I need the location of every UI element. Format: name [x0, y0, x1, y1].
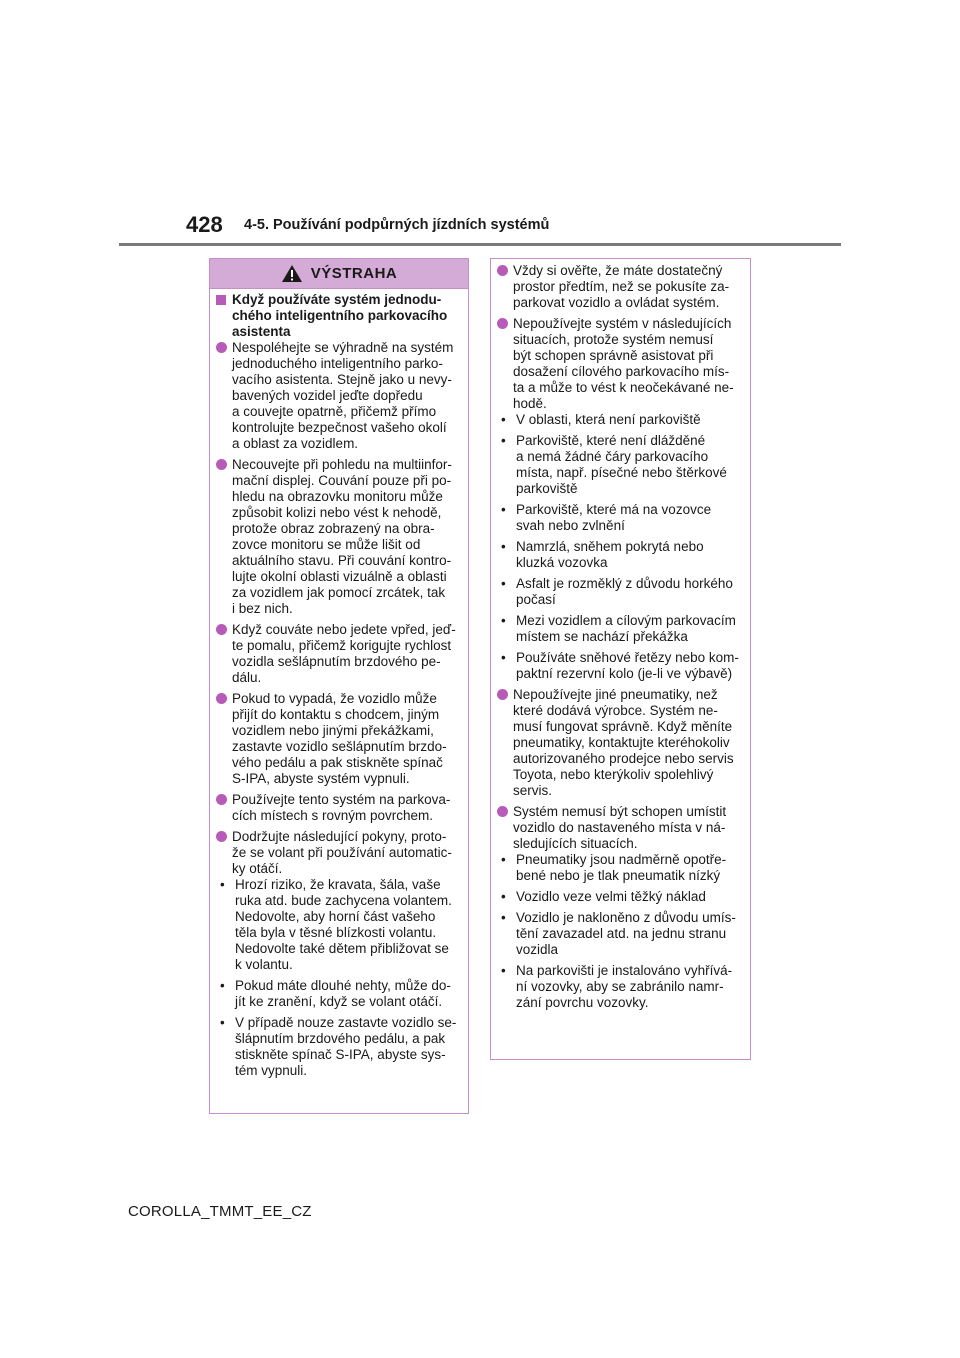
sub-item	[497, 502, 746, 534]
item-tires	[497, 687, 746, 799]
item-line: dosažení cílového parkovacího mís-	[513, 364, 730, 379]
item-line: dálu.	[232, 670, 262, 685]
sub-item-line: a nemá žádné čáry parkovacího	[516, 449, 709, 464]
page-number: 428	[186, 212, 223, 237]
item-line: i bez nich.	[232, 601, 293, 616]
sub-item-line: ní vozovky, aby se zabránilo namr-	[516, 979, 724, 994]
bullet-mark: •	[501, 613, 506, 628]
sub-item-line: zání povrchu vozovky.	[516, 995, 649, 1010]
sub-item-line: Vozidlo je nakloněno z důvodu umís-	[516, 910, 736, 925]
item-line: cích místech s rovným povrchem.	[232, 808, 434, 823]
sub-item	[497, 613, 746, 645]
warning-triangle-icon	[281, 264, 303, 283]
sub-item-line: těla byla v těsné blízkosti volantu.	[235, 925, 437, 940]
header-rule	[119, 243, 841, 246]
sub-item	[497, 412, 746, 428]
item-line: parkovat vozidlo a ovládat systém.	[513, 295, 720, 310]
item-line: Používejte tento systém na parkova-	[232, 792, 451, 807]
bullet-mark: •	[501, 889, 506, 904]
sub-item-line: svah nebo zvlnění	[516, 518, 625, 533]
sub-item-line: Namrzlá, sněhem pokrytá nebo	[516, 539, 704, 554]
item-line: hodě.	[513, 396, 547, 411]
section-heading	[216, 292, 464, 340]
list-item	[216, 829, 464, 877]
sub-item-line: V oblasti, která není parkoviště	[516, 412, 701, 427]
sub-item-line: Asfalt je rozměklý z důvodu horkého	[516, 576, 733, 591]
item-line: že se volant při používání automatic-	[232, 845, 452, 860]
warning-title: VÝSTRAHA	[310, 265, 398, 282]
item-line: S-IPA, abyste systém vypnuli.	[232, 771, 410, 786]
sub-item	[497, 852, 746, 884]
item-line: protože obraz zobrazený na obra-	[232, 521, 435, 536]
sub-item	[216, 1015, 464, 1079]
item-line: zovce monitoru se může lišit od	[232, 537, 421, 552]
chapter-title: 4-5. Používání podpůrných jízdních systémů	[244, 217, 550, 233]
item-line: Dodržujte následující pokyny, proto-	[232, 829, 447, 844]
item-line: přijít do kontaktu s chodcem, jiným	[232, 707, 440, 722]
bullet-mark: •	[501, 576, 506, 591]
bullet-mark: •	[501, 539, 506, 554]
circle-bullet-icon	[216, 624, 227, 635]
warning-content-left	[210, 289, 468, 1079]
item-line: Nepoužívejte systém v následujících	[513, 316, 732, 331]
sub-item-line: Pneumatiky jsou nadměrně opotře-	[516, 852, 727, 867]
warning-content-right	[491, 259, 750, 1011]
sub-item-line: vozidla	[516, 942, 559, 957]
circle-bullet-icon	[497, 265, 508, 276]
item-line: Necouvejte při pohledu na multiinfor-	[232, 457, 452, 472]
item-line: být schopen správně asistovat při	[513, 348, 714, 363]
list-item	[216, 792, 464, 824]
item-check-space	[497, 263, 746, 311]
heading-line: Když používáte systém jednodu-	[232, 292, 442, 307]
item-line: ta a může to vést k neočekávané ne-	[513, 380, 734, 395]
circle-bullet-icon	[216, 831, 227, 842]
circle-bullet-icon	[497, 689, 508, 700]
sub-item	[216, 978, 464, 1010]
item-line: vozidlem nebo jinými překážkami,	[232, 723, 434, 738]
heading-line: asistenta	[232, 324, 291, 339]
item-line: které dodává výrobce. Systém ne-	[513, 703, 718, 718]
circle-bullet-icon	[216, 342, 227, 353]
bullet-mark: •	[501, 412, 506, 427]
item-position-accuracy	[497, 804, 746, 852]
sub-item-line: místem se nachází překážka	[516, 629, 688, 644]
sub-item-line: paktní rezervní kolo (je-li ve výbavě)	[516, 666, 733, 681]
sub-item-line: Používáte sněhové řetězy nebo kom-	[516, 650, 739, 665]
circle-bullet-icon	[497, 318, 508, 329]
sub-item-line: Nedovolte, aby horní část vašeho	[235, 909, 436, 924]
bullet-mark: •	[501, 963, 506, 978]
positions-list	[497, 852, 746, 1011]
list-item	[497, 804, 746, 852]
bullet-mark: •	[501, 650, 506, 665]
bullet-mark: •	[220, 978, 225, 993]
sub-item	[497, 963, 746, 1011]
item-line: situacích, protože systém nemusí	[513, 332, 714, 347]
sub-item-line: tém vypnuli.	[235, 1063, 308, 1078]
item-line: způsobit kolizi nebo vést k nehodě,	[232, 505, 442, 520]
item-line: vozidlo do nastaveného místa v ná-	[513, 820, 726, 835]
footer-code: COROLLA_TMMT_EE_CZ	[128, 1203, 312, 1220]
sub-item-line: ruka atd. bude zachycena volantem.	[235, 893, 452, 908]
sub-item	[216, 877, 464, 973]
item-line: a oblast za vozidlem.	[232, 436, 359, 451]
list-item	[216, 457, 464, 617]
heading-line: chého inteligentního parkovacího	[232, 308, 448, 323]
bullet-mark: •	[220, 1015, 225, 1030]
item-line: te pomalu, přičemž korigujte rychlost	[232, 638, 452, 653]
sub-item-line: Pokud máte dlouhé nehty, může do-	[235, 978, 451, 993]
item-line: vozidla sešlápnutím brzdového pe-	[232, 654, 441, 669]
sub-item-line: Hrozí riziko, že kravata, šála, vaše	[235, 877, 441, 892]
bullet-mark: •	[501, 852, 506, 867]
item-line: Nepoužívejte jiné pneumatiky, než	[513, 687, 718, 702]
item-line: autorizovaného prodejce nebo servis	[513, 751, 734, 766]
sub-item	[497, 433, 746, 497]
sub-item-line: Parkoviště, které není dlážděné	[516, 433, 706, 448]
item-line: pneumatiky, kontaktujte kteréhokoliv	[513, 735, 730, 750]
sub-item-line: V případě nouze zastavte vozidlo se-	[235, 1015, 457, 1030]
item-line: Když couváte nebo jedete vpřed, jeď-	[232, 622, 456, 637]
sub-item	[497, 889, 746, 905]
warning-header	[210, 259, 468, 289]
item-line: Vždy si ověřte, že máte dostatečný	[513, 263, 723, 278]
sub-item	[497, 539, 746, 571]
sub-item-line: bené nebo je tlak pneumatik nízký	[516, 868, 721, 883]
item-line: hledu na obrazovku monitoru může	[232, 489, 443, 504]
circle-bullet-icon	[216, 794, 227, 805]
list-item	[497, 316, 746, 412]
sub-item-line: stiskněte spínač S-IPA, abyste sys-	[235, 1047, 446, 1062]
item-line: jednoduchého inteligentního parko-	[232, 356, 443, 371]
bullet-mark: •	[501, 502, 506, 517]
item-line: a couvejte opatrně, přičemž přímo	[232, 404, 437, 419]
sub-item-line: místa, např. písečné nebo štěrkové	[516, 465, 727, 480]
sub-item	[497, 576, 746, 608]
warning-box-left	[209, 258, 469, 1114]
sub-item-line: Na parkovišti je instalováno vyhřívá-	[516, 963, 733, 978]
list-item	[216, 340, 464, 452]
sub-item-line: tění zavazadel atd. na jednu stranu	[516, 926, 727, 941]
list-item	[497, 687, 746, 799]
warning-box-right	[490, 258, 751, 1060]
sub-item-line: počasí	[516, 592, 556, 607]
item-line: aktuálního stavu. Při couvání kontro-	[232, 553, 452, 568]
item-line: Systém nemusí být schopen umístit	[513, 804, 727, 819]
item-line: mační displej. Couvání pouze při po-	[232, 473, 452, 488]
sub-item	[497, 910, 746, 958]
sub-item-line: jít ke zranění, když se volant otáčí.	[235, 994, 443, 1009]
item-line: prostor předtím, než se pokusíte za-	[513, 279, 730, 294]
item-line: Pokud to vypadá, že vozidlo může	[232, 691, 437, 706]
circle-bullet-icon	[216, 459, 227, 470]
item-line: zastavte vozidlo sešlápnutím brzdo-	[232, 739, 447, 754]
warning-items-left	[216, 340, 464, 877]
situations-list	[497, 412, 746, 682]
item-line: sledujících situacích.	[513, 836, 638, 851]
bullet-mark: •	[501, 433, 506, 448]
item-line: za vozidlem jak pomocí zrcátek, tak	[232, 585, 446, 600]
sub-item-line: Parkoviště, které má na vozovce	[516, 502, 712, 517]
bullet-mark: •	[220, 877, 225, 892]
sub-item	[497, 650, 746, 682]
sub-item-line: kluzká vozovka	[516, 555, 608, 570]
circle-bullet-icon	[497, 806, 508, 817]
item-line: lujte okolní oblasti vizuálně a oblasti	[232, 569, 447, 584]
item-do-not-use-situations	[497, 316, 746, 412]
list-item	[216, 691, 464, 787]
square-bullet-icon	[216, 295, 226, 305]
sub-item-line: Mezi vozidlem a cílovým parkovacím	[516, 613, 736, 628]
item-line: vého pedálu a pak stiskněte spínač	[232, 755, 443, 770]
warning-subitems-left	[216, 877, 464, 1079]
list-item	[497, 263, 746, 311]
circle-bullet-icon	[216, 693, 227, 704]
item-line: servis.	[513, 783, 553, 798]
item-line: Nespoléhejte se výhradně na systém	[232, 340, 454, 355]
item-line: musí fungovat správně. Když měníte	[513, 719, 733, 734]
sub-item-line: parkoviště	[516, 481, 578, 496]
item-line: kontrolujte bezpečnost vašeho okolí	[232, 420, 447, 435]
item-line: bavených vozidel jeďte dopředu	[232, 388, 423, 403]
item-line: vacího asistenta. Stejně jako u nevy-	[232, 372, 452, 387]
sub-item-line: k volantu.	[235, 957, 293, 972]
bullet-mark: •	[501, 910, 506, 925]
item-line: Toyota, nebo kterýkoliv spolehlivý	[513, 767, 714, 782]
item-line: ky otáčí.	[232, 861, 283, 876]
sub-item-line: Nedovolte také dětem přibližovat se	[235, 941, 449, 956]
list-item	[216, 622, 464, 686]
sub-item-line: Vozidlo veze velmi těžký náklad	[516, 889, 706, 904]
sub-item-line: šlápnutím brzdového pedálu, a pak	[235, 1031, 446, 1046]
